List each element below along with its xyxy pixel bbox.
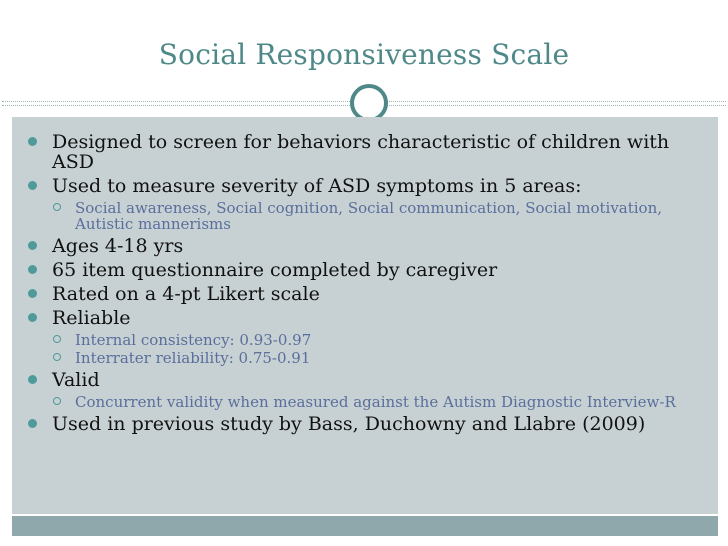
- bullet-list: [18, 132, 708, 438]
- bullet-item: [18, 284, 708, 304]
- bullet-text: Used in previous study by Bass, Duchowny and Llabre (2009): [52, 413, 646, 435]
- bullet-text: Used to measure severity of ASD symptoms in 5 areas:: [52, 175, 582, 197]
- bullet-dot-icon: [28, 289, 37, 298]
- bullet-dot-icon: [28, 265, 37, 274]
- bullet-text: Ages 4-18 yrs: [52, 235, 184, 257]
- bullet-ring-icon: [53, 397, 61, 405]
- sub-bullet-item: [18, 394, 708, 410]
- bullet-text: Valid: [52, 369, 100, 391]
- content-panel: [12, 117, 718, 514]
- bullet-dot-icon: [28, 181, 37, 190]
- title-area: [10, 10, 718, 95]
- sub-bullet-text: Interrater reliability: 0.75-0.91: [75, 349, 311, 367]
- bullet-item: [18, 236, 708, 256]
- bullet-item: [18, 414, 708, 434]
- bullet-dot-icon: [28, 375, 37, 384]
- bullet-item: [18, 308, 708, 328]
- bullet-dot-icon: [28, 419, 37, 428]
- bullet-text: Designed to screen for behaviors characteristic of children with ASD: [52, 131, 670, 173]
- slide-title: Social Responsiveness Scale: [158, 38, 570, 71]
- bullet-item: [18, 176, 708, 196]
- sub-bullet-item: [18, 332, 708, 348]
- bullet-dot-icon: [28, 313, 37, 322]
- bullet-ring-icon: [53, 335, 61, 343]
- sub-bullet-list: [18, 332, 708, 366]
- sub-bullet-item: [18, 200, 708, 232]
- bullet-ring-icon: [53, 353, 61, 361]
- sub-bullet-text: Internal consistency: 0.93-0.97: [75, 331, 312, 349]
- bullet-item: [18, 260, 708, 280]
- sub-bullet-list: [18, 200, 708, 232]
- bullet-text: Rated on a 4-pt Likert scale: [52, 283, 320, 305]
- sub-bullet-text: Social awareness, Social cognition, Social communication, Social motivation, Autistic mannerisms: [75, 199, 663, 233]
- bullet-text: Reliable: [52, 307, 131, 329]
- footer-bar: [12, 516, 718, 536]
- sub-bullet-item: [18, 350, 708, 366]
- sub-bullet-list: [18, 394, 708, 410]
- bullet-item: [18, 370, 708, 390]
- bullet-item: [18, 132, 708, 172]
- bullet-ring-icon: [53, 203, 61, 211]
- bullet-text: 65 item questionnaire completed by caregiver: [52, 259, 498, 281]
- sub-bullet-text: Concurrent validity when measured against the Autism Diagnostic Interview-R: [75, 393, 676, 411]
- bullet-dot-icon: [28, 137, 37, 146]
- slide: [10, 10, 718, 536]
- bullet-dot-icon: [28, 241, 37, 250]
